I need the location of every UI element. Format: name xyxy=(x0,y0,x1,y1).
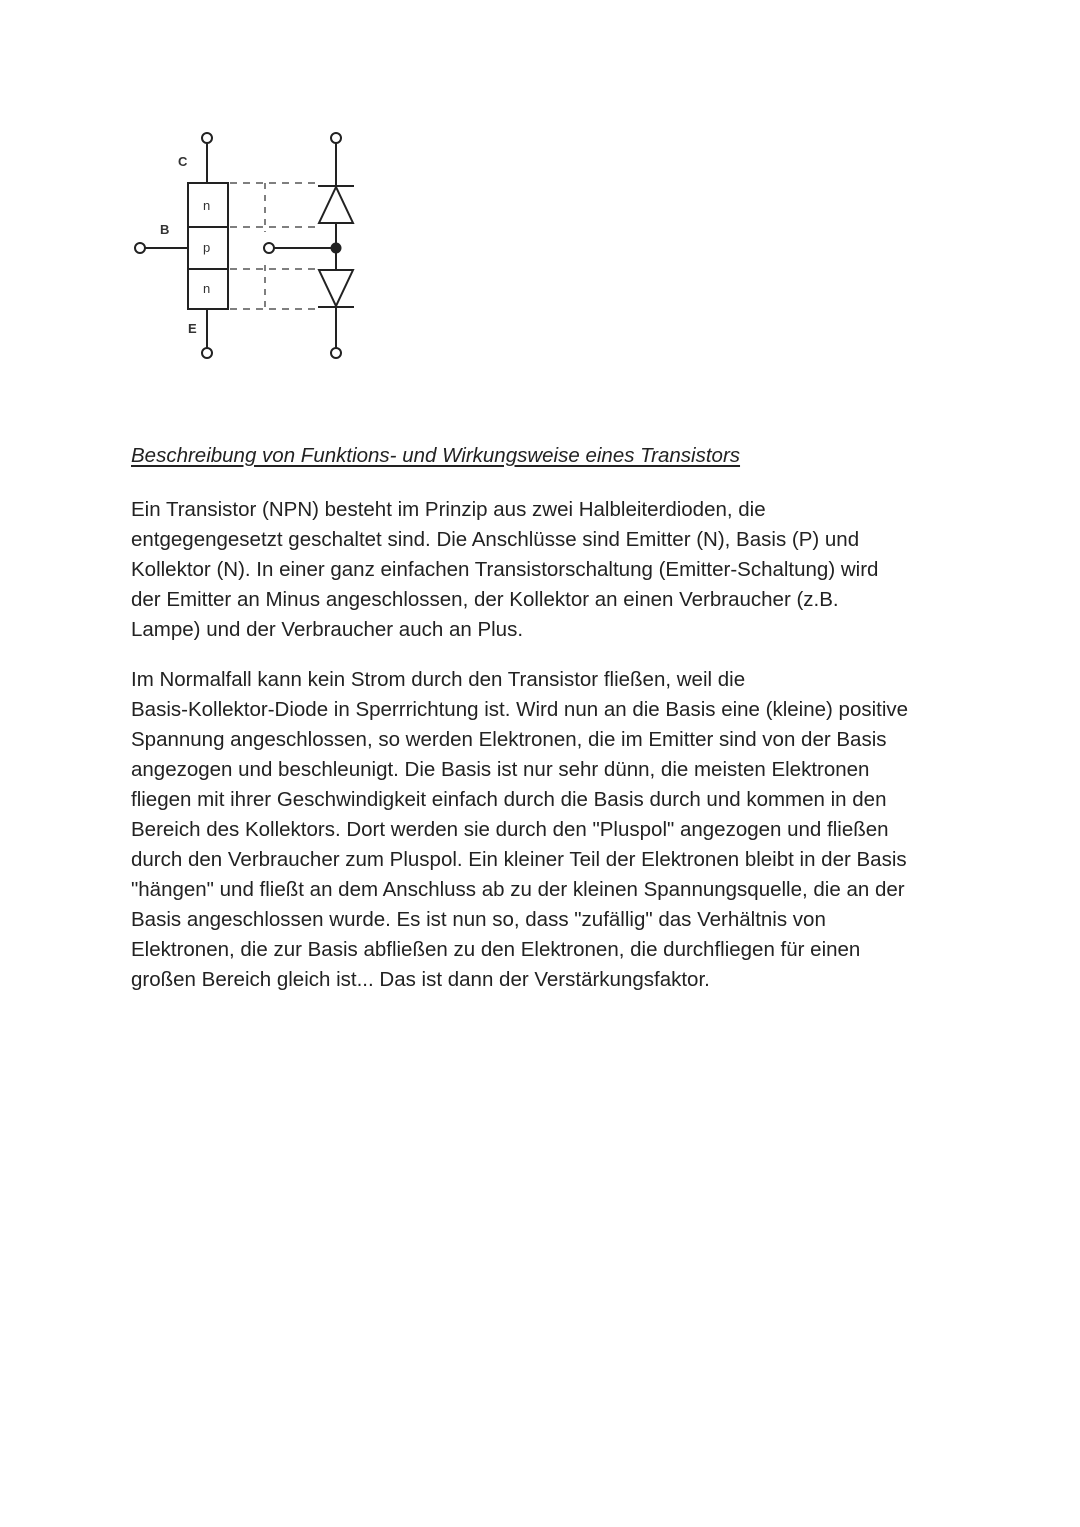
paragraph-line: Elektronen, die zur Basis abfließen zu den Elektronen, die durchfliegen für einen xyxy=(131,938,861,961)
label-emitter: E xyxy=(188,321,197,336)
paragraph-2 xyxy=(131,665,961,995)
document-title: Beschreibung von Funktions- und Wirkungsweise eines Transistors xyxy=(131,444,741,467)
label-layer-p: p xyxy=(203,240,211,255)
paragraph-line: Basis angeschlossen wurde. Es ist nun so, dass "zufällig" das Verhältnis von xyxy=(131,908,826,931)
paragraph-line: entgegengesetzt geschaltet sind. Die Anschlüsse sind Emitter (N), Basis (P) und xyxy=(131,528,860,551)
upper-diode-triangle xyxy=(319,187,353,223)
paragraph-line: großen Bereich gleich ist... Das ist dann der Verstärkungsfaktor. xyxy=(131,968,710,991)
paragraph-line: Lampe) und der Verbraucher auch an Plus. xyxy=(131,618,524,641)
diode-bottom-terminal xyxy=(331,348,341,358)
paragraph-line: Bereich des Kollektors. Dort werden sie durch den "Pluspol" angezogen und fließen xyxy=(131,818,889,841)
paragraph-line: fliegen mit ihrer Geschwindigkeit einfach durch die Basis durch und kommen in den xyxy=(131,788,887,811)
base-terminal xyxy=(135,243,145,253)
lower-diode-triangle xyxy=(319,270,353,306)
paragraph-1 xyxy=(131,495,961,645)
label-base: B xyxy=(160,222,170,237)
paragraph-line: der Emitter an Minus angeschlossen, der Kollektor an einen Verbraucher (z.B. xyxy=(131,588,839,611)
alignment-lines xyxy=(230,183,320,309)
collector-terminal xyxy=(202,133,212,143)
transistor-diagram-svg xyxy=(120,120,360,380)
label-collector: C xyxy=(178,154,188,169)
paragraph-line: Basis-Kollektor-Diode in Sperrrichtung ist. Wird nun an die Basis eine (kleine) positive xyxy=(131,698,909,721)
paragraph-line: durch den Verbraucher zum Pluspol. Ein kleiner Teil der Elektronen bleibt in der Basis xyxy=(131,848,907,871)
diode-top-terminal xyxy=(331,133,341,143)
paragraph-line: Ein Transistor (NPN) besteht im Prinzip aus zwei Halbleiterdioden, die xyxy=(131,498,766,521)
paragraph-line: angezogen und beschleunigt. Die Basis ist nur sehr dünn, die meisten Elektronen xyxy=(131,758,870,781)
diode-equivalent xyxy=(264,133,354,358)
label-layer-n-bottom: n xyxy=(203,281,211,296)
document-body xyxy=(131,443,961,1015)
paragraph-line: Im Normalfall kann kein Strom durch den Transistor fließen, weil die xyxy=(131,668,746,691)
label-layer-n-top: n xyxy=(203,198,211,213)
paragraph-line: Kollektor (N). In einer ganz einfachen Transistorschaltung (Emitter-Schaltung) wird xyxy=(131,558,879,581)
paragraph-line: "hängen" und fließt an dem Anschluss ab zu der kleinen Spannungsquelle, die an der xyxy=(131,878,905,901)
emitter-terminal xyxy=(202,348,212,358)
transistor-diagram xyxy=(120,120,360,380)
diode-base-terminal xyxy=(264,243,274,253)
paragraph-line: Spannung angeschlossen, so werden Elektronen, die im Emitter sind von der Basis xyxy=(131,728,887,751)
